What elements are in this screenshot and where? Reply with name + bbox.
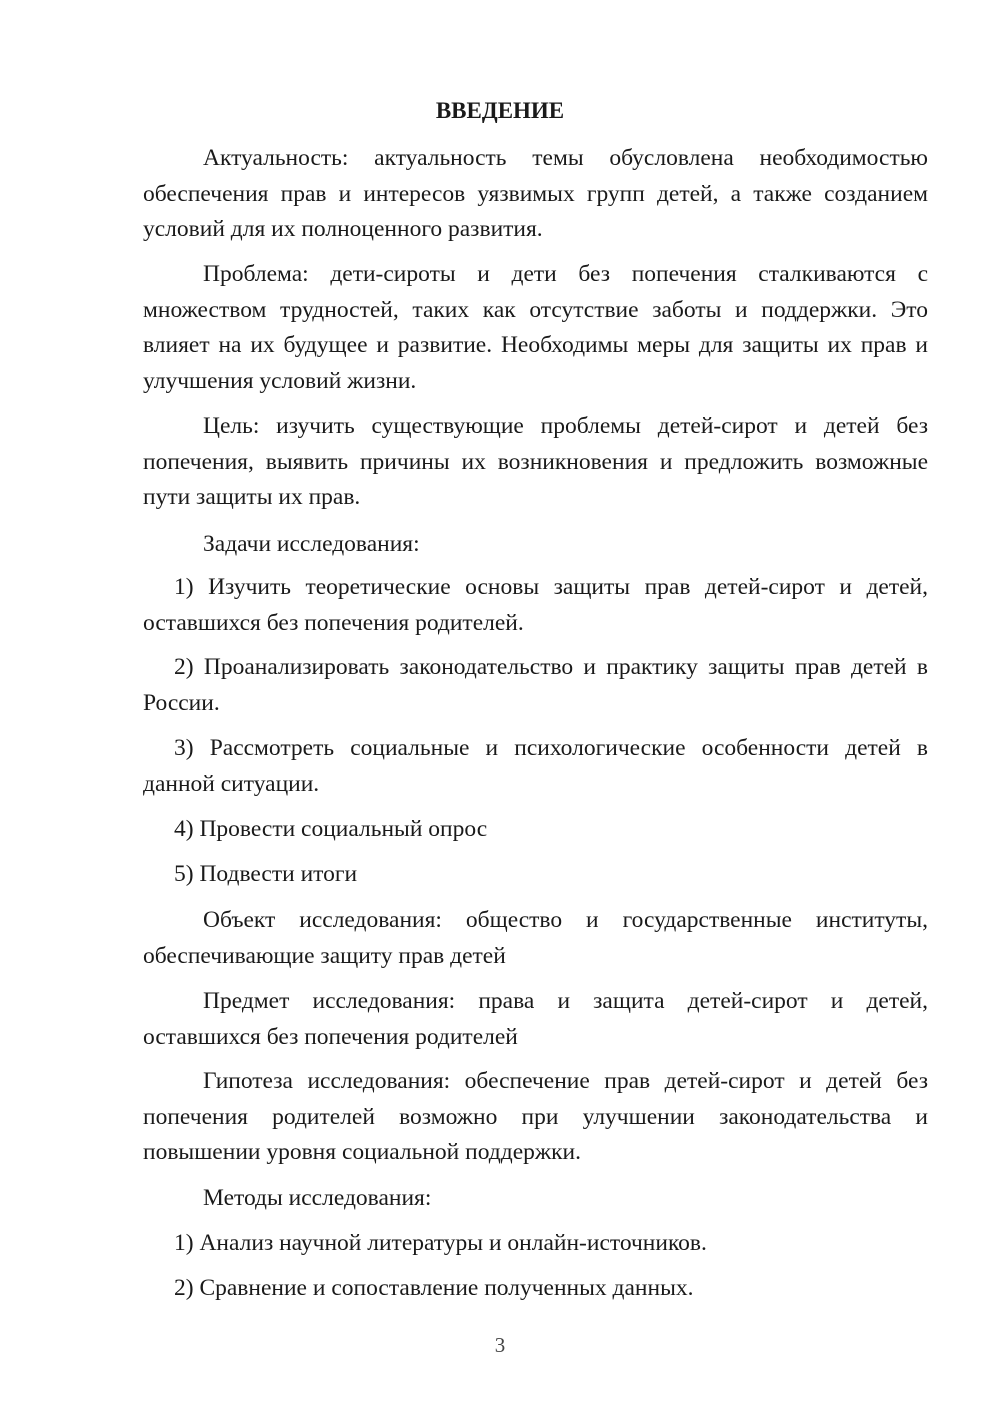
method-item-2: 2) Сравнение и сопоставление полученных данных. xyxy=(174,1275,694,1301)
method-item-1: 1) Анализ научной литературы и онлайн-источников. xyxy=(174,1230,707,1256)
task-item-4: 4) Провести социальный опрос xyxy=(174,816,488,842)
page-number: 3 xyxy=(494,1333,506,1357)
page-heading: ВВЕДЕНИЕ xyxy=(435,98,565,123)
paragraph-object: Объект исследования: общество и государственные институты, обеспечивающие защиту прав детей xyxy=(143,907,928,969)
task-item-3: 3) Рассмотреть социальные и психологические особенности детей в данной ситуации. xyxy=(143,735,928,797)
tasks-heading: Задачи исследования: xyxy=(203,531,420,557)
task-item-2: 2) Проанализировать законодательство и практику защиты прав детей в России. xyxy=(143,654,928,716)
methods-heading: Методы исследования: xyxy=(203,1185,432,1211)
task-item-5: 5) Подвести итоги xyxy=(174,861,358,887)
paragraph-problem: Проблема: дети-сироты и дети без попечения сталкиваются с множеством трудностей, таких как отсутствие заботы и поддержки. Это влияет на их будущее и развитие. Необходимы меры для защиты их прав и улучшения условий жизни. xyxy=(143,261,928,394)
paragraph-goal: Цель: изучить существующие проблемы детей-сирот и детей без попечения, выявить причины их возникновения и предложить возможные пути защиты их прав. xyxy=(143,413,928,510)
task-item-1: 1) Изучить теоретические основы защиты прав детей-сирот и детей, оставшихся без попечения родителей. xyxy=(143,574,928,636)
paragraph-relevance: Актуальность: актуальность темы обусловлена необходимостью обеспечения прав и интересов уязвимых групп детей, а также созданием условий для их полноценного развития. xyxy=(143,145,928,242)
paragraph-hypothesis: Гипотеза исследования: обеспечение прав детей-сирот и детей без попечения родителей возможно при улучшении законодательства и повышении уровня социальной поддержки. xyxy=(143,1068,928,1165)
paragraph-subject: Предмет исследования: права и защита детей-сирот и детей, оставшихся без попечения родителей xyxy=(143,988,928,1050)
